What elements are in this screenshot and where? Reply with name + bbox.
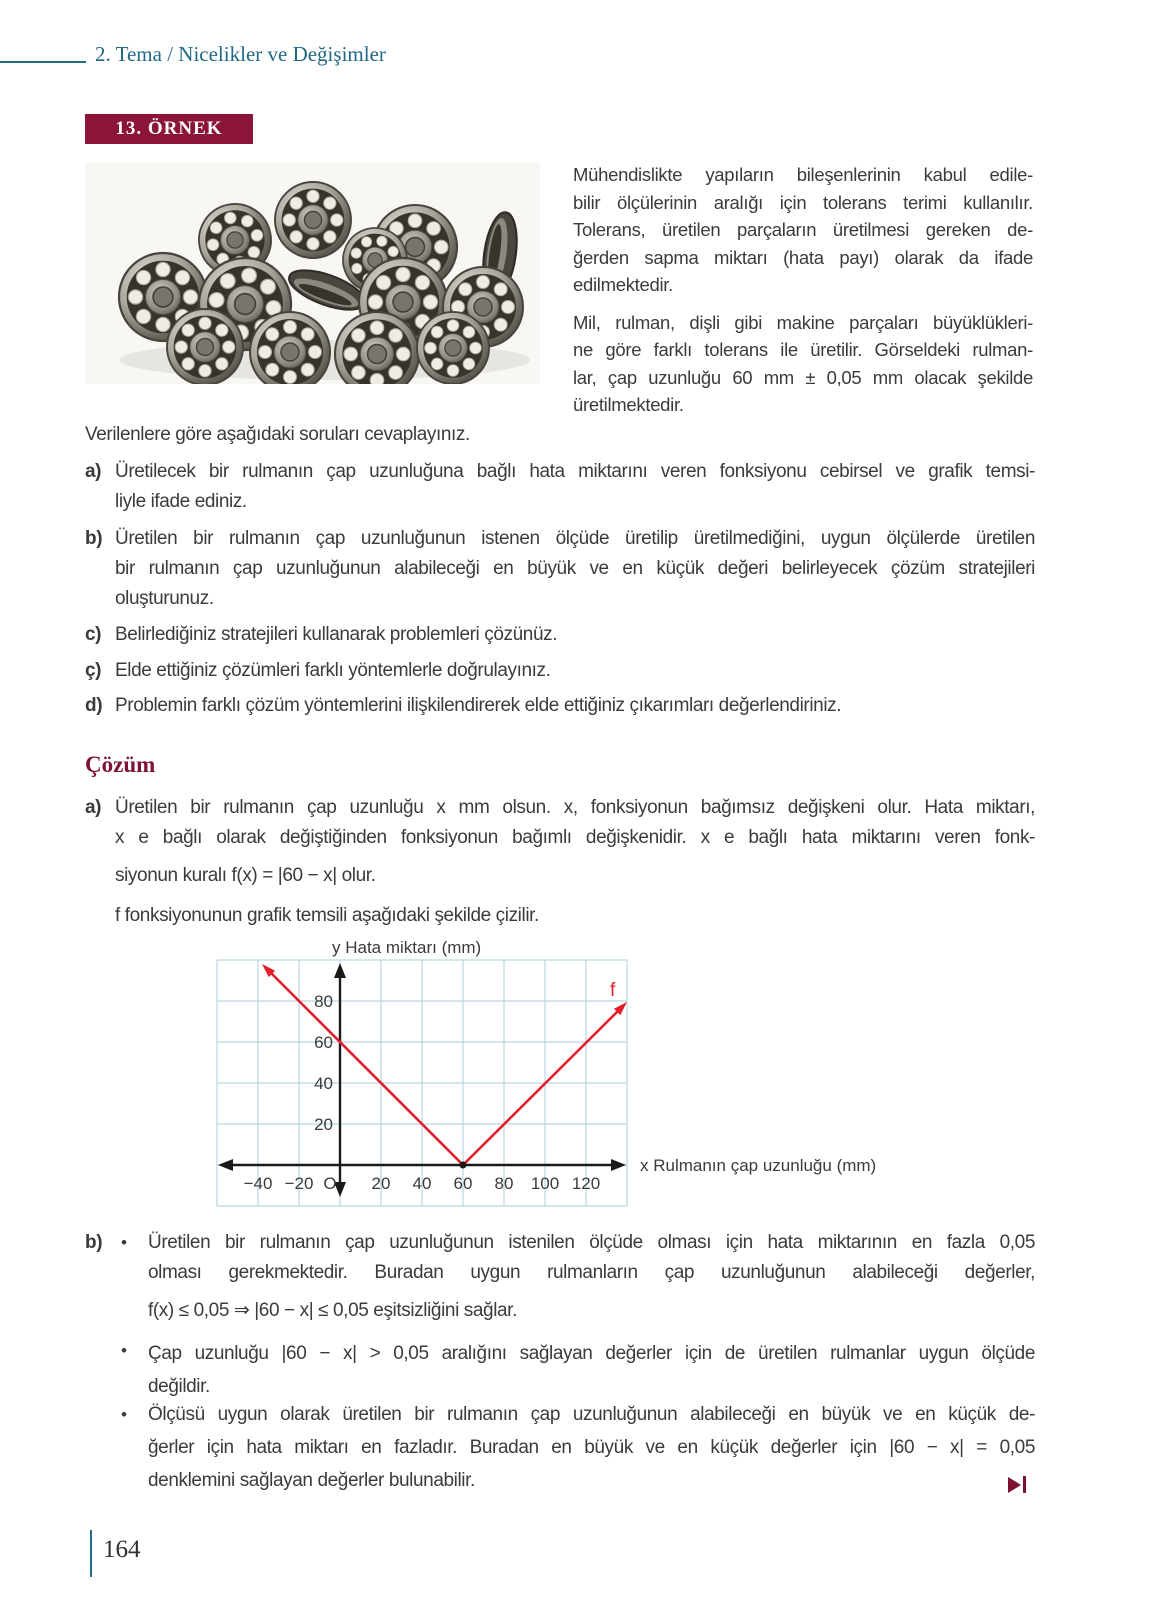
inequality-rule: f(x) ≤ 0,05 ⇒ |60 − x| ≤ 0,05 eşitsizliğini sağlar. bbox=[148, 1300, 517, 1321]
question-c: c) Belirlediğiniz stratejileri kullanarak problemleri çözünüz. bbox=[85, 620, 1035, 650]
curve-label: f bbox=[610, 980, 616, 1001]
intro-paragraph-1: Mühendislikte yapıların bileşenlerinin kabul edile- bilir ölçülerinin aralığı için tolerans terimi kullanılır. Tolerans, üretilen parçaların üretilmesi gereken de- ğerden sapma miktarı (hata payı) olarak da ifade edilmektedir. bbox=[573, 164, 1033, 295]
question-c-cedilla: ç) Elde ettiğiniz çözümleri farklı yöntemlerle doğrulayınız. bbox=[85, 656, 1035, 686]
svg-text:O: O bbox=[323, 1174, 337, 1193]
bullet-icon: • bbox=[121, 1341, 127, 1360]
vertex-point bbox=[460, 1162, 467, 1169]
question-b: b) Üretilen bir rulmanın çap uzunluğunun istenen ölçüde üretilip üretilmediğini, uygun ölçülerde üretilen bir rulmanın çap uzunluğunun alabileceği en büyük ve en küçük değeri belirleyecek çözüm stratejileri oluşturunuz. bbox=[85, 524, 1035, 614]
svg-text:120: 120 bbox=[571, 1174, 601, 1193]
chapter-breadcrumb: 2. Tema / Nicelikler ve Değişimler bbox=[95, 42, 386, 66]
example-badge: 13. ÖRNEK bbox=[85, 114, 253, 144]
question-label: c) bbox=[85, 624, 102, 645]
absolute-value-graph bbox=[180, 930, 880, 1230]
svg-text:100: 100 bbox=[530, 1174, 560, 1193]
solution-a-label: a) bbox=[85, 797, 102, 818]
question-label: b) bbox=[85, 528, 103, 549]
bearings-photo bbox=[85, 162, 540, 384]
bar-icon bbox=[1023, 1476, 1026, 1493]
intro-text bbox=[573, 161, 1033, 429]
solution-b-label: b) bbox=[85, 1232, 103, 1253]
question-label: ç) bbox=[85, 660, 102, 681]
bullet-item: • Üretilen bir rulmanın çap uzunluğunun istenilen ölçüde olması için hata miktarının en fazla 0,05 olması gerekmektedir. Buradan uygun rulmanların çap uzunluğunun alabileceği değerler, f(x) ≤ 0,05 ⇒ |60 − x| ≤ 0,05 eşitsizliğini sağlar. bbox=[85, 1228, 1035, 1336]
question-d: d) Problemin farklı çözüm yöntemlerini ilişkilendirerek elde ettiğiniz çıkarımları değerlendiriniz. bbox=[85, 691, 1035, 721]
bullet-icon: • bbox=[121, 1233, 127, 1252]
x-axis-label: x Rulmanın çap uzunluğu (mm) bbox=[640, 1156, 877, 1175]
svg-text:80: 80 bbox=[494, 1174, 514, 1193]
svg-text:60: 60 bbox=[314, 1033, 333, 1052]
function-rule: siyonun kuralı f(x) = |60 − x| olur. bbox=[115, 865, 376, 886]
svg-text:−40: −40 bbox=[243, 1174, 273, 1193]
svg-text:40: 40 bbox=[412, 1174, 432, 1193]
bullet-icon: • bbox=[121, 1405, 127, 1424]
question-a: a) Üretilecek bir rulmanın çap uzunluğuna bağlı hata miktarını veren fonksiyonu cebirsel ve grafik temsi- liyle ifade ediniz. bbox=[85, 457, 1035, 517]
axes bbox=[230, 975, 616, 1186]
svg-text:20: 20 bbox=[371, 1174, 391, 1193]
svg-text:40: 40 bbox=[314, 1074, 333, 1093]
question-label: d) bbox=[85, 695, 103, 716]
y-tick-labels bbox=[314, 992, 333, 1134]
footer-rule bbox=[90, 1530, 92, 1577]
triangle-icon bbox=[1008, 1477, 1021, 1493]
question-label: a) bbox=[85, 461, 102, 482]
svg-text:80: 80 bbox=[314, 992, 333, 1011]
intro-paragraph-2: Mil, rulman, dişli gibi makine parçaları büyüklükleri- ne göre farklı tolerans ile üretilir. Görseldeki rulman- lar, çap uzunluğu 60 mm ± 0,05 mm olacak şekilde üretilmektedir. bbox=[573, 311, 1033, 415]
y-axis-label: y Hata miktarı (mm) bbox=[332, 938, 482, 957]
bullet-item: • Ölçüsü uygun olarak üretilen bir rulmanın çap uzunluğunun alabileceği en büyük ve en küçük de- ğerler için hata miktarı en fazladır. Buradan en büyük ve en küçük değerler için |60 − x| = 0,05 denklemini sağlayan değerler bulunabilir. bbox=[85, 1400, 1035, 1496]
svg-text:60: 60 bbox=[453, 1174, 473, 1193]
bullet-item: • Çap uzunluğu |60 − x| > 0,05 aralığını sağlayan değerler için de üretilen rulmanlar uygun ölçüde değildir. bbox=[85, 1336, 1035, 1402]
questions-prompt: Verilenlere göre aşağıdaki soruları cevaplayınız. bbox=[85, 424, 470, 445]
svg-text:−20: −20 bbox=[284, 1174, 314, 1193]
header-rule bbox=[0, 61, 86, 63]
solution-heading: Çözüm bbox=[85, 752, 156, 777]
solution-part-a: a) Üretilen bir rulmanın çap uzunluğu x mm olsun. x, fonksiyonun bağımsız değişkeni olur. Hata miktarı, x e bağlı olarak değiştiğinden fonksiyonun bağımlı değişkenidir. x e bağlı hata miktarını veren fonk- siyonun kuralı f(x) = |60 − x| olur. f fonksiyonunun grafik temsili aşağıdaki şekilde çizilir. bbox=[85, 793, 1035, 931]
next-page-icon bbox=[1008, 1476, 1026, 1493]
grid-lines bbox=[217, 960, 627, 1206]
x-tick-labels bbox=[244, 1174, 601, 1193]
page-number: 164 bbox=[103, 1536, 141, 1563]
svg-text:20: 20 bbox=[314, 1115, 333, 1134]
